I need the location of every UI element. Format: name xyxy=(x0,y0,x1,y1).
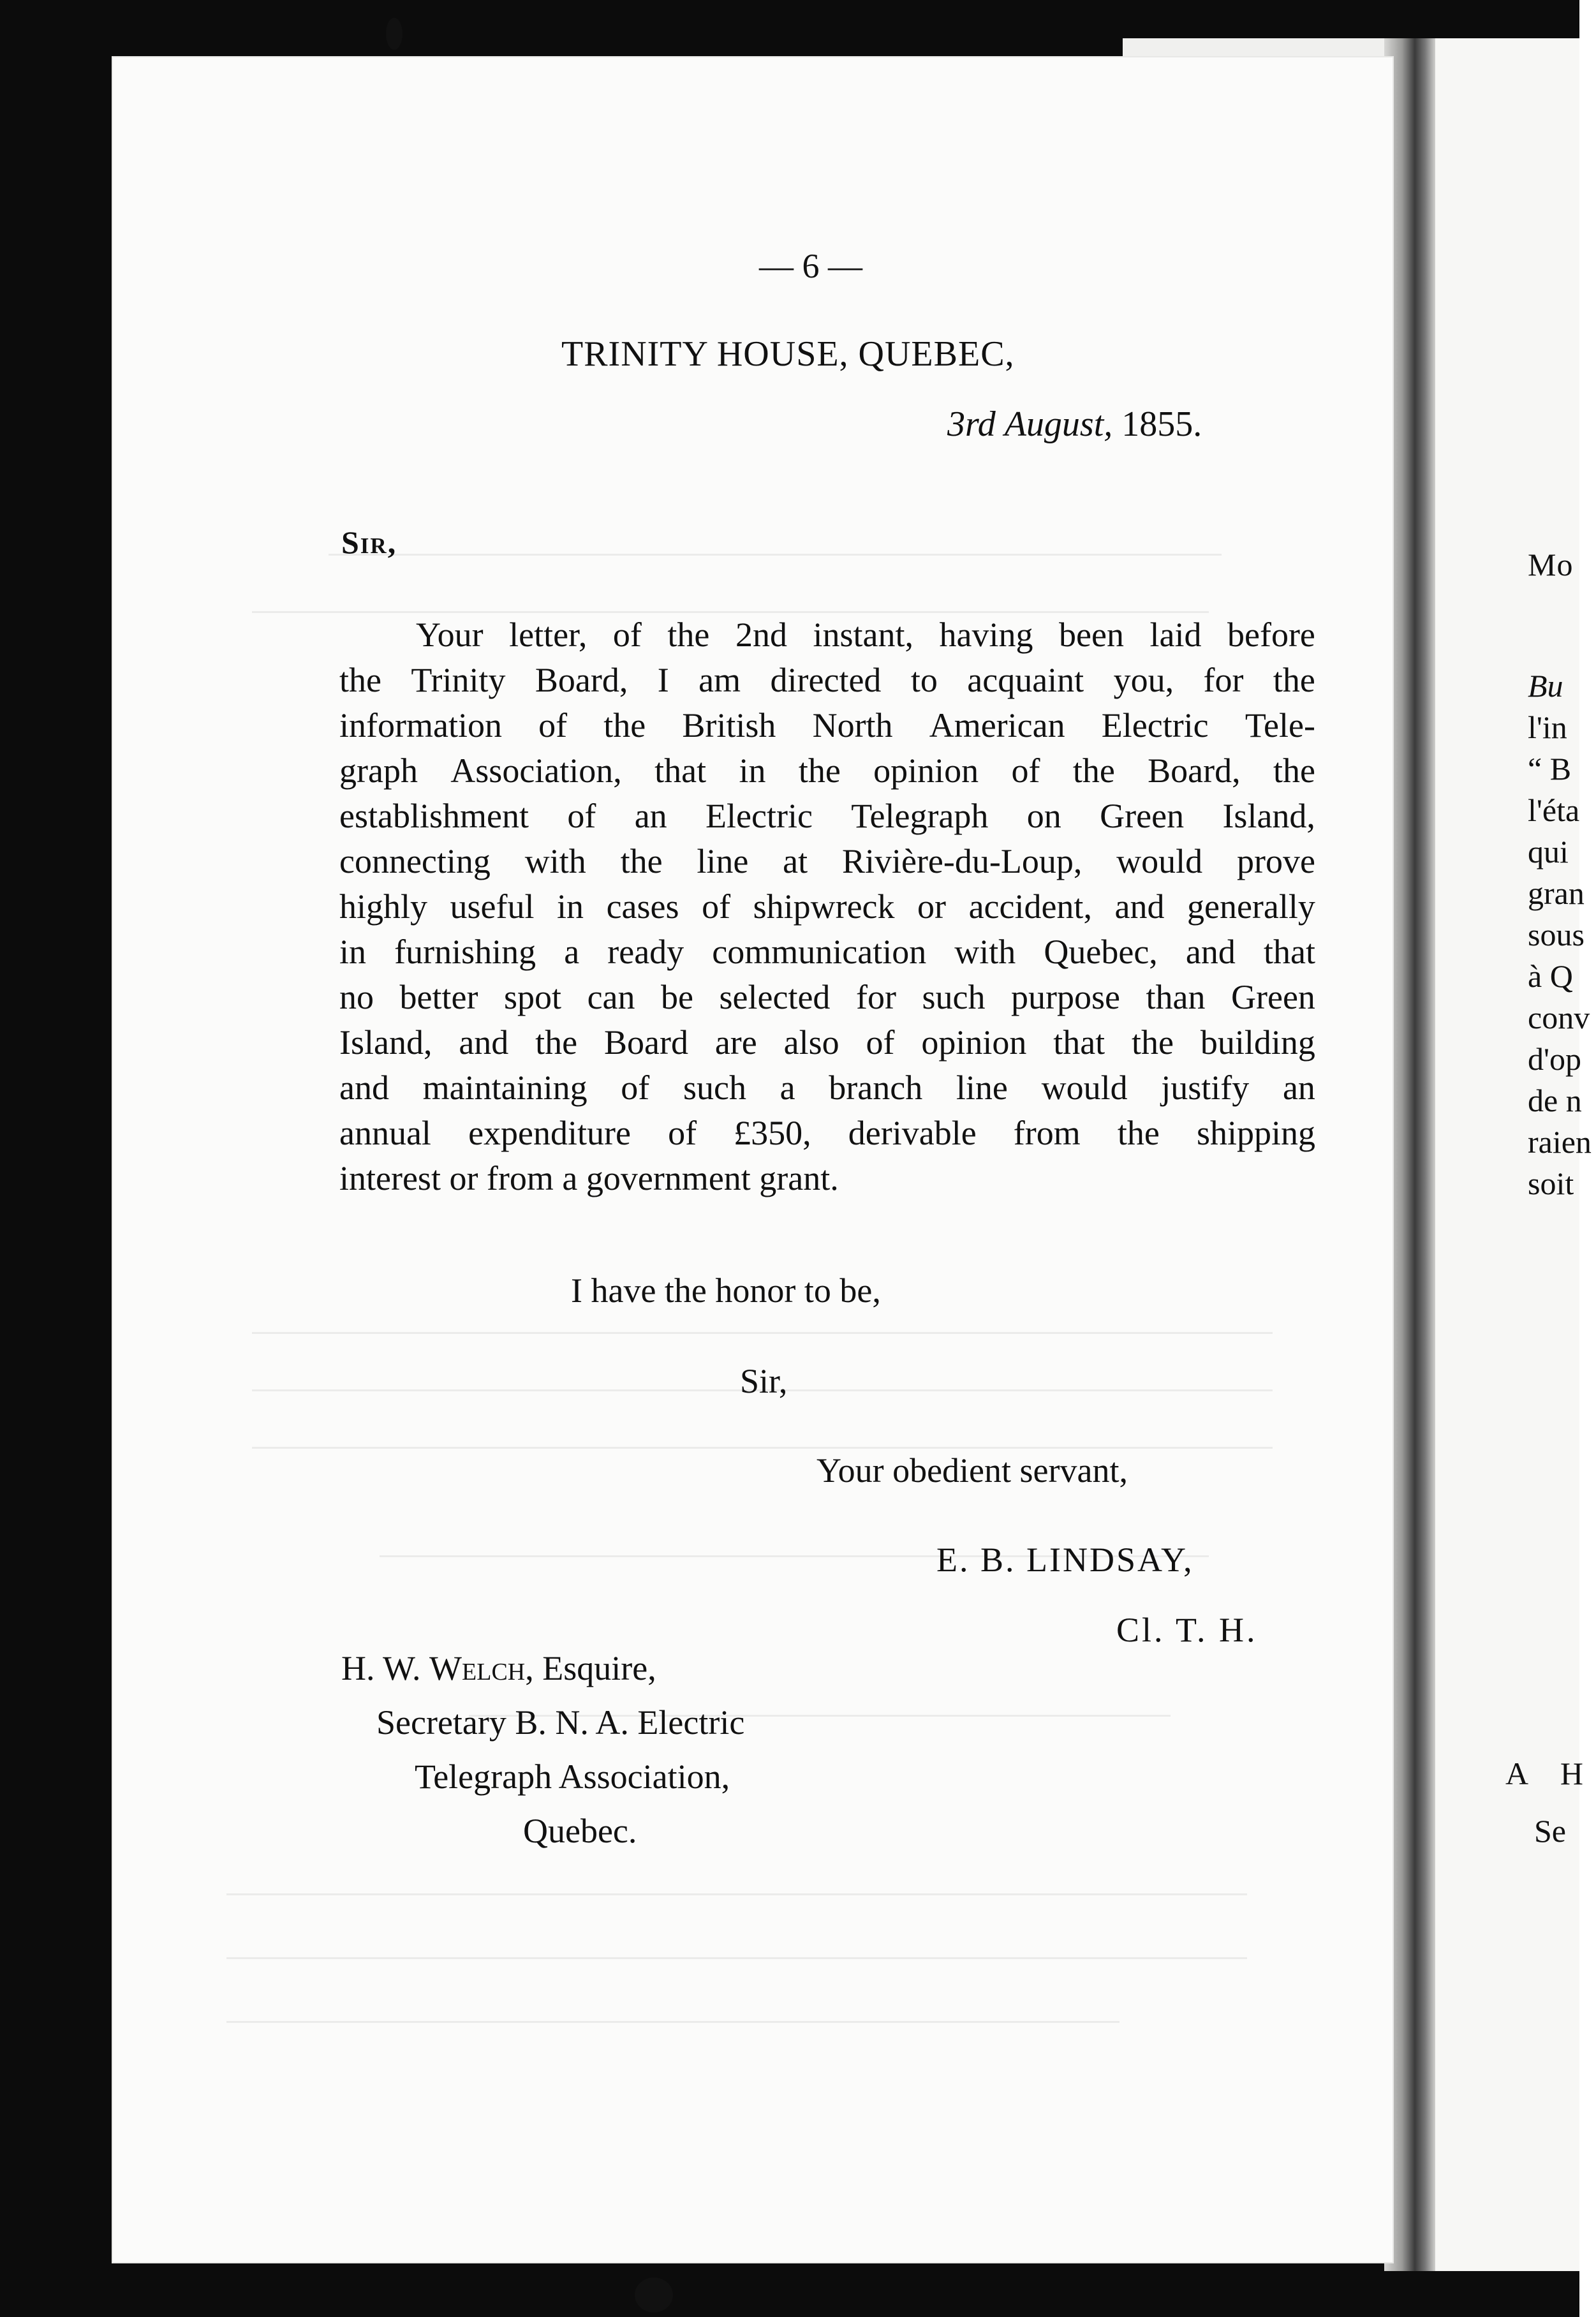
body-word: and xyxy=(1114,887,1165,926)
body-word: in xyxy=(339,933,367,971)
body-word: branch xyxy=(829,1069,923,1107)
body-line xyxy=(339,794,1315,839)
body-word: connecting xyxy=(339,842,491,880)
body-word: British xyxy=(682,706,776,744)
body-line xyxy=(339,884,1315,929)
right-page-fragment: sous xyxy=(1528,917,1585,952)
body-word: acquaint xyxy=(967,661,1084,699)
body-word: no xyxy=(339,978,374,1016)
body-word: Island, xyxy=(1222,797,1315,835)
body-word: that xyxy=(654,751,707,790)
body-word: furnishing xyxy=(394,933,536,971)
body-word: for xyxy=(1203,661,1244,699)
right-page-fragment: à Q xyxy=(1528,958,1573,994)
right-page-fragment: Mo xyxy=(1528,547,1574,582)
body-word: Telegraph xyxy=(851,797,989,835)
date-year: 1855. xyxy=(1121,404,1202,444)
body-word: also xyxy=(783,1023,839,1062)
body-word: establishment xyxy=(339,797,529,835)
body-word: are xyxy=(714,1023,757,1062)
body-word: opinion xyxy=(873,751,979,790)
body-word: a xyxy=(780,1069,795,1107)
body-word: an xyxy=(1282,1069,1315,1107)
body-word: graph xyxy=(339,751,418,790)
body-word: communication xyxy=(712,933,927,971)
bleed-line xyxy=(329,554,1222,556)
body-word: Association, xyxy=(450,751,622,790)
body-word: than xyxy=(1146,978,1206,1016)
body-word: in xyxy=(739,751,766,790)
body-word: purpose xyxy=(1010,978,1120,1016)
body-word: instant, xyxy=(813,616,913,654)
body-word: Board xyxy=(604,1023,688,1062)
body-line xyxy=(339,929,1315,975)
addressee-surname: Welch, xyxy=(429,1649,534,1687)
body-line xyxy=(339,1020,1315,1065)
body-word: can xyxy=(587,978,635,1016)
right-page-fragment: l'éta xyxy=(1528,792,1580,828)
body-word: 2nd xyxy=(735,616,787,654)
body-word: expenditure xyxy=(468,1114,631,1152)
body-word: a xyxy=(564,933,580,971)
body-word: you, xyxy=(1113,661,1174,699)
right-page-fragment: de n xyxy=(1528,1083,1582,1118)
date-day: 3rd xyxy=(947,404,996,444)
body-word: justify xyxy=(1161,1069,1250,1107)
right-page-fragment: l'in xyxy=(1528,709,1567,745)
body-word: information xyxy=(339,706,502,744)
body-word: Trinity xyxy=(411,661,506,699)
bleed-line xyxy=(226,2021,1119,2023)
body-word: spot xyxy=(504,978,562,1016)
body-word: of xyxy=(612,616,642,654)
body-word: that xyxy=(1053,1023,1105,1062)
body-word: the xyxy=(535,1023,578,1062)
body-word: an xyxy=(634,797,667,835)
body-word: Quebec, xyxy=(1044,933,1158,971)
body-word: Island, xyxy=(339,1023,432,1062)
body-word: to xyxy=(910,661,938,699)
body-word: the xyxy=(667,616,710,654)
salutation: Sir, xyxy=(341,524,397,560)
body-word: of xyxy=(866,1023,895,1062)
page-number: — 6 — xyxy=(759,247,862,285)
body-word: the xyxy=(603,706,646,744)
body-word: letter, xyxy=(509,616,587,654)
body-word: useful xyxy=(450,887,535,926)
body-word: such xyxy=(922,978,986,1016)
body-word: prove xyxy=(1236,842,1315,880)
right-page-fragment: conv xyxy=(1528,1000,1590,1035)
closing-line-1: I have the honor to be, xyxy=(571,1271,881,1310)
body-word: and xyxy=(339,1069,389,1107)
body-word: in xyxy=(557,887,584,926)
body-word: would xyxy=(1116,842,1203,880)
body-word: line xyxy=(956,1069,1008,1107)
right-page-fragment: A H xyxy=(1505,1756,1596,1791)
body-word: would xyxy=(1041,1069,1128,1107)
body-word: the xyxy=(1117,1114,1160,1152)
addressee-name xyxy=(341,1646,656,1691)
body-word: and xyxy=(459,1023,509,1062)
body-word: Your xyxy=(416,616,484,654)
body-line xyxy=(339,612,1315,658)
bleed-line xyxy=(226,1957,1247,1959)
body-word: Green xyxy=(1231,978,1315,1016)
addressee-line-4: Quebec. xyxy=(523,1812,637,1850)
body-word: selected xyxy=(719,978,831,1016)
body-word: the xyxy=(339,661,381,699)
right-page-fragment: raien xyxy=(1528,1124,1592,1160)
body-word: better xyxy=(399,978,478,1016)
body-word: with xyxy=(954,933,1016,971)
body-word: the xyxy=(1273,661,1315,699)
body-word: opinion xyxy=(921,1023,1027,1062)
body-word: and xyxy=(1185,933,1236,971)
body-word: of xyxy=(621,1069,650,1107)
bleed-line xyxy=(226,1893,1247,1895)
body-line xyxy=(339,1065,1315,1111)
body-word: be xyxy=(661,978,693,1016)
right-page-fragment: Se xyxy=(1534,1813,1566,1849)
addressee-line-2: Secretary B. N. A. Electric xyxy=(376,1703,745,1742)
body-word: the xyxy=(798,751,841,790)
body-word: derivable xyxy=(848,1114,977,1152)
body-word: shipwreck xyxy=(753,887,895,926)
body-word: accident, xyxy=(968,887,1092,926)
body-word: Board, xyxy=(1148,751,1241,790)
body-word: Green xyxy=(1100,797,1185,835)
body-word: the xyxy=(1132,1023,1174,1062)
body-word: American xyxy=(929,706,1065,744)
closing-line-3: Your obedient servant, xyxy=(816,1451,1128,1490)
body-word: of xyxy=(1011,751,1040,790)
body-word: before xyxy=(1227,616,1315,654)
body-word: the xyxy=(1072,751,1115,790)
body-word: been xyxy=(1059,616,1124,654)
body-word: of xyxy=(567,797,596,835)
scan-speck xyxy=(386,18,403,50)
scan-speck xyxy=(635,2277,673,2313)
addressee-line-3: Telegraph Association, xyxy=(415,1758,730,1796)
closing-line-2: Sir, xyxy=(740,1362,788,1400)
letter-body xyxy=(339,612,1315,1201)
right-page-fragment: gran xyxy=(1528,875,1585,911)
body-word: on xyxy=(1026,797,1061,835)
body-word: maintaining xyxy=(422,1069,587,1107)
right-page-fragment: Bu xyxy=(1528,668,1563,704)
right-page-fragment: “ B xyxy=(1528,751,1572,787)
signature-name: E. B. LINDSAY, xyxy=(936,1541,1194,1579)
letter-date xyxy=(947,402,1202,447)
body-word: Tele- xyxy=(1245,706,1315,744)
body-word: annual xyxy=(339,1114,431,1152)
body-word: Electric xyxy=(1101,706,1209,744)
body-line xyxy=(339,703,1315,748)
body-word: I xyxy=(657,661,669,699)
body-word: of xyxy=(702,887,731,926)
body-word: interest or from a government grant. xyxy=(339,1159,839,1197)
body-word: of xyxy=(538,706,568,744)
body-word: directed xyxy=(770,661,882,699)
body-word: generally xyxy=(1186,887,1315,926)
body-word: ready xyxy=(607,933,684,971)
right-page-fragment: d'op xyxy=(1528,1041,1582,1077)
body-word: for xyxy=(855,978,896,1016)
body-line xyxy=(339,1111,1315,1156)
body-word: line xyxy=(697,842,749,880)
body-word: £350, xyxy=(734,1114,811,1152)
right-page-fragment: soit xyxy=(1528,1166,1574,1201)
body-word: Electric xyxy=(706,797,813,835)
bleed-line xyxy=(252,1332,1273,1334)
body-word: the xyxy=(1273,751,1315,790)
body-line xyxy=(339,975,1315,1020)
body-word: am xyxy=(698,661,741,699)
body-word: with xyxy=(524,842,586,880)
body-word: having xyxy=(939,616,1033,654)
addressee-initials: H. W. xyxy=(341,1649,421,1687)
body-word: shipping xyxy=(1196,1114,1315,1152)
right-page-fragment: qui xyxy=(1528,834,1569,870)
body-word: cases xyxy=(606,887,679,926)
body-word: at xyxy=(783,842,808,880)
body-word: Rivière-du-Loup, xyxy=(841,842,1082,880)
body-word: of xyxy=(668,1114,697,1152)
body-word: or xyxy=(917,887,947,926)
body-line xyxy=(339,1156,1315,1201)
letter-heading: TRINITY HOUSE, QUEBEC, xyxy=(561,334,1015,374)
body-line xyxy=(339,839,1315,884)
body-word: such xyxy=(683,1069,746,1107)
body-word: from xyxy=(1013,1114,1081,1152)
body-word: building xyxy=(1200,1023,1315,1062)
date-month: August, xyxy=(1004,404,1113,444)
body-word: Board, xyxy=(535,661,628,699)
addressee-suffix: Esquire, xyxy=(542,1649,656,1687)
body-word: that xyxy=(1263,933,1315,971)
body-line xyxy=(339,658,1315,703)
signature-title: Cl. T. H. xyxy=(1116,1611,1258,1649)
body-word: laid xyxy=(1149,616,1202,654)
body-word: highly xyxy=(339,887,428,926)
body-line xyxy=(339,748,1315,794)
body-word: the xyxy=(620,842,663,880)
body-word: North xyxy=(812,706,893,744)
